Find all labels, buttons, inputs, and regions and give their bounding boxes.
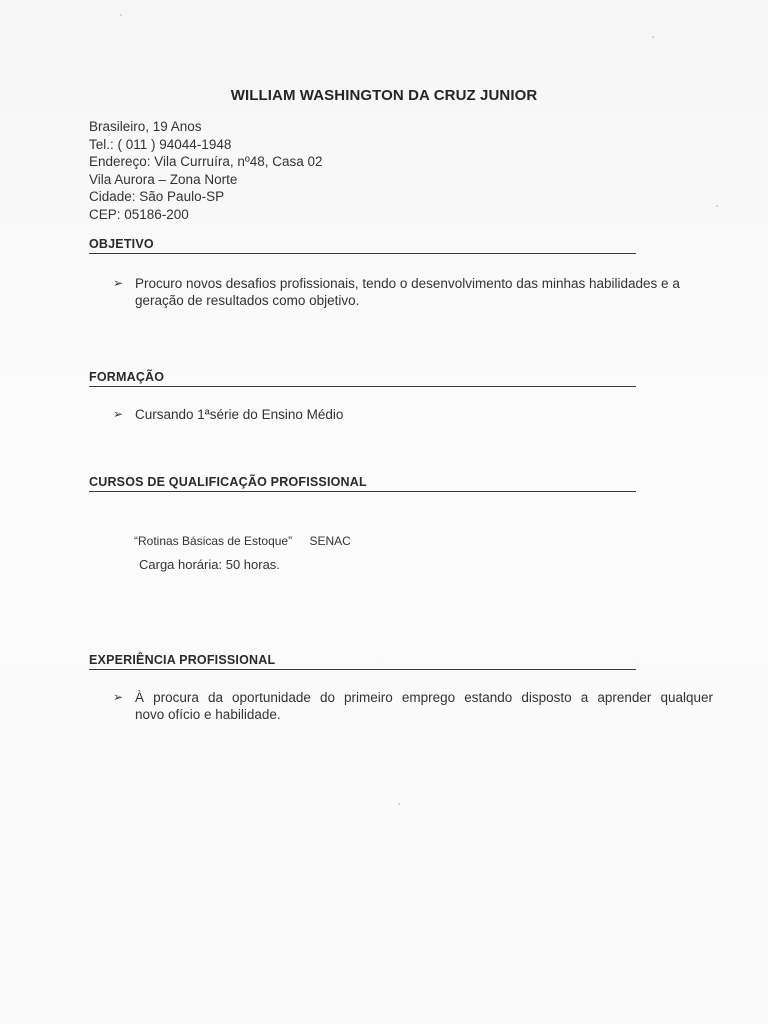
section-title-experiencia: EXPERIÊNCIA PROFISSIONAL — [89, 653, 636, 670]
course-hours: Carga horária: 50 horas. — [139, 557, 280, 572]
experiencia-item — [113, 689, 713, 729]
course-name: “Rotinas Básicas de Estoque” — [134, 534, 293, 548]
address: Endereço: Vila Curruíra, nº48, Casa 02 — [89, 154, 323, 169]
bullet-arrow-icon: ➢ — [113, 407, 124, 421]
candidate-name: WILLIAM WASHINGTON DA CRUZ JUNIOR — [230, 87, 538, 104]
personal-info — [89, 118, 323, 223]
scan-speck — [716, 205, 718, 207]
phone: Tel.: ( 011 ) 94044-1948 — [89, 136, 232, 152]
section-title-objetivo: OBJETIVO — [89, 237, 636, 254]
objetivo-item — [113, 275, 713, 315]
experiencia-line-2: novo ofício e habilidade. — [135, 707, 281, 722]
experiencia-line-1: À procura da oportunidade do primeiro emprego estando disposto a aprender qualquer — [135, 690, 713, 705]
district: Vila Aurora – Zona Norte — [89, 171, 238, 187]
scan-speck — [398, 803, 400, 805]
section-title-formacao: FORMAÇÃO — [89, 370, 636, 387]
bullet-arrow-icon: ➢ — [113, 276, 124, 290]
cep: CEP: 05186-200 — [89, 206, 189, 222]
experiencia-text — [135, 689, 713, 723]
scan-speck — [652, 36, 654, 38]
formacao-item — [113, 406, 513, 426]
nationality-age: Brasileiro, 19 Anos — [89, 119, 202, 134]
objetivo-line-2: geração de resultados como objetivo. — [135, 293, 360, 308]
objetivo-text — [135, 275, 680, 309]
city: Cidade: São Paulo-SP — [89, 189, 225, 204]
course-institution: SENAC — [309, 534, 351, 548]
objetivo-line-1: Procuro novos desafios profissionais, tendo o desenvolvimento das minhas habilidades e a — [135, 276, 680, 291]
section-title-cursos: CURSOS DE QUALIFICAÇÃO PROFISSIONAL — [89, 475, 636, 492]
bullet-arrow-icon: ➢ — [113, 690, 124, 704]
scan-speck — [120, 14, 122, 16]
formacao-text: Cursando 1ªsérie do Ensino Médio — [135, 407, 344, 422]
course-entry — [134, 534, 351, 548]
